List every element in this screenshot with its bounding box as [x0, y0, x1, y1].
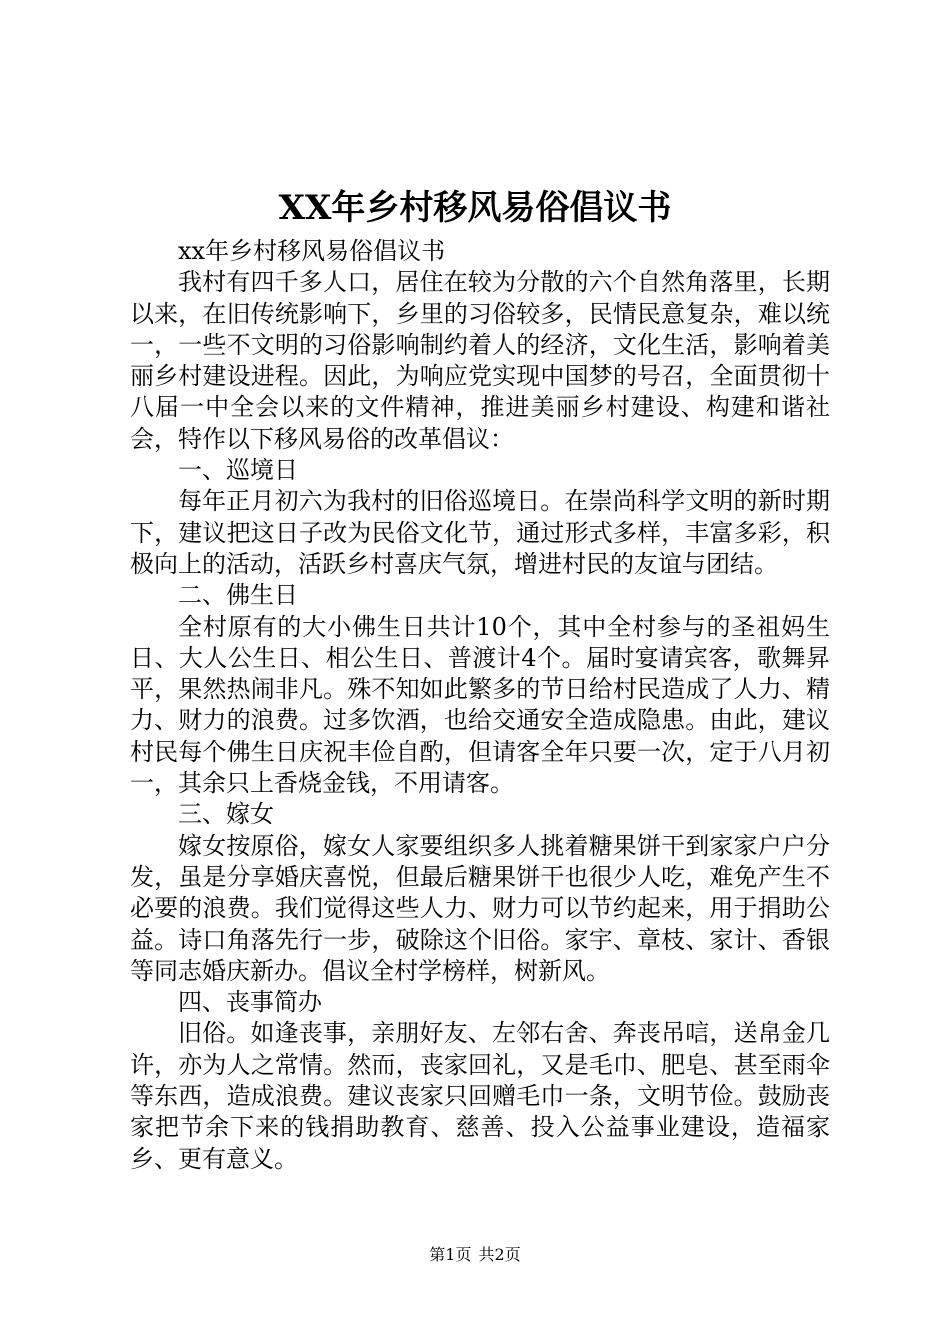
- document-title: XX年乡村移风易俗倡议书: [278, 188, 672, 228]
- section-heading-1: 一、巡境日: [178, 456, 298, 485]
- page-number-total: 共2页: [478, 1245, 521, 1264]
- page-number-current: 第1页: [429, 1245, 472, 1264]
- paragraph-section-2: 全村原有的大小佛生日共计10个，其中全村参与的圣祖妈生日、大人公生日、相公生日、普渡计4个。届时宴请宾客，歌舞昇平，果然热闹非凡。殊不知如此繁多的节日给村民造成了人力、精力、财力的浪费。过多饮酒，也给交通安全造成隐患。由此，建议村民每个佛生日庆祝丰俭自酌，但请客全年只要一次，定于八月初一，其余只上香烧金钱，不用请客。: [130, 612, 830, 798]
- document-body: [130, 236, 830, 1175]
- paragraph-intro: 我村有四千多人口，居住在较为分散的六个自然角落里，长期以来，在旧传统影响下，乡里的习俗较多，民情民意复杂，难以统一，一些不文明的习俗影响制约着人的经济，文化生活，影响着美丽乡村建设进程。因此，为响应党实现中国梦的号召，全面贯彻十八届一中全会以来的文件精神，推进美丽乡村建设、构建和谐社会，特作以下移风易俗的改革倡议：: [130, 268, 830, 453]
- paragraph-section-4: 旧俗。如逢丧事，亲朋好友、左邻右舍、奔丧吊唁，送帛金几许，亦为人之常情。然而，丧家回礼，又是毛巾、肥皂、甚至雨伞等东西，造成浪费。建议丧家只回赠毛巾一条，文明节俭。鼓励丧家把节余下来的钱捐助教育、慈善、投入公益事业建设，造福家乡、更有意义。: [130, 1019, 830, 1173]
- section-heading-3: 三、嫁女: [178, 800, 274, 829]
- section-heading-2: 二、佛生日: [178, 581, 298, 610]
- page-footer: [0, 1244, 950, 1266]
- paragraph-section-1: 每年正月初六为我村的旧俗巡境日。在崇尚科学文明的新时期下，建议把这日子改为民俗文化节，通过形式多样，丰富多彩，积极向上的活动，活跃乡村喜庆气氛，增进村民的友谊与团结。: [130, 487, 830, 578]
- paragraph-subtitle: xx年乡村移风易俗倡议书: [178, 237, 446, 265]
- section-heading-4: 四、丧事简办: [178, 988, 322, 1017]
- paragraph-section-3: 嫁女按原俗，嫁女人家要组织多人挑着糖果饼干到家家户户分发，虽是分享婚庆喜悦，但最后糖果饼干也很少人吃，难免产生不必要的浪费。我们觉得这些人力、财力可以节约起来，用于捐助公益。诗口角落先行一步，破除这个旧俗。家宇、章枝、家计、香银等同志婚庆新办。倡议全村学榜样，树新风。: [130, 831, 830, 985]
